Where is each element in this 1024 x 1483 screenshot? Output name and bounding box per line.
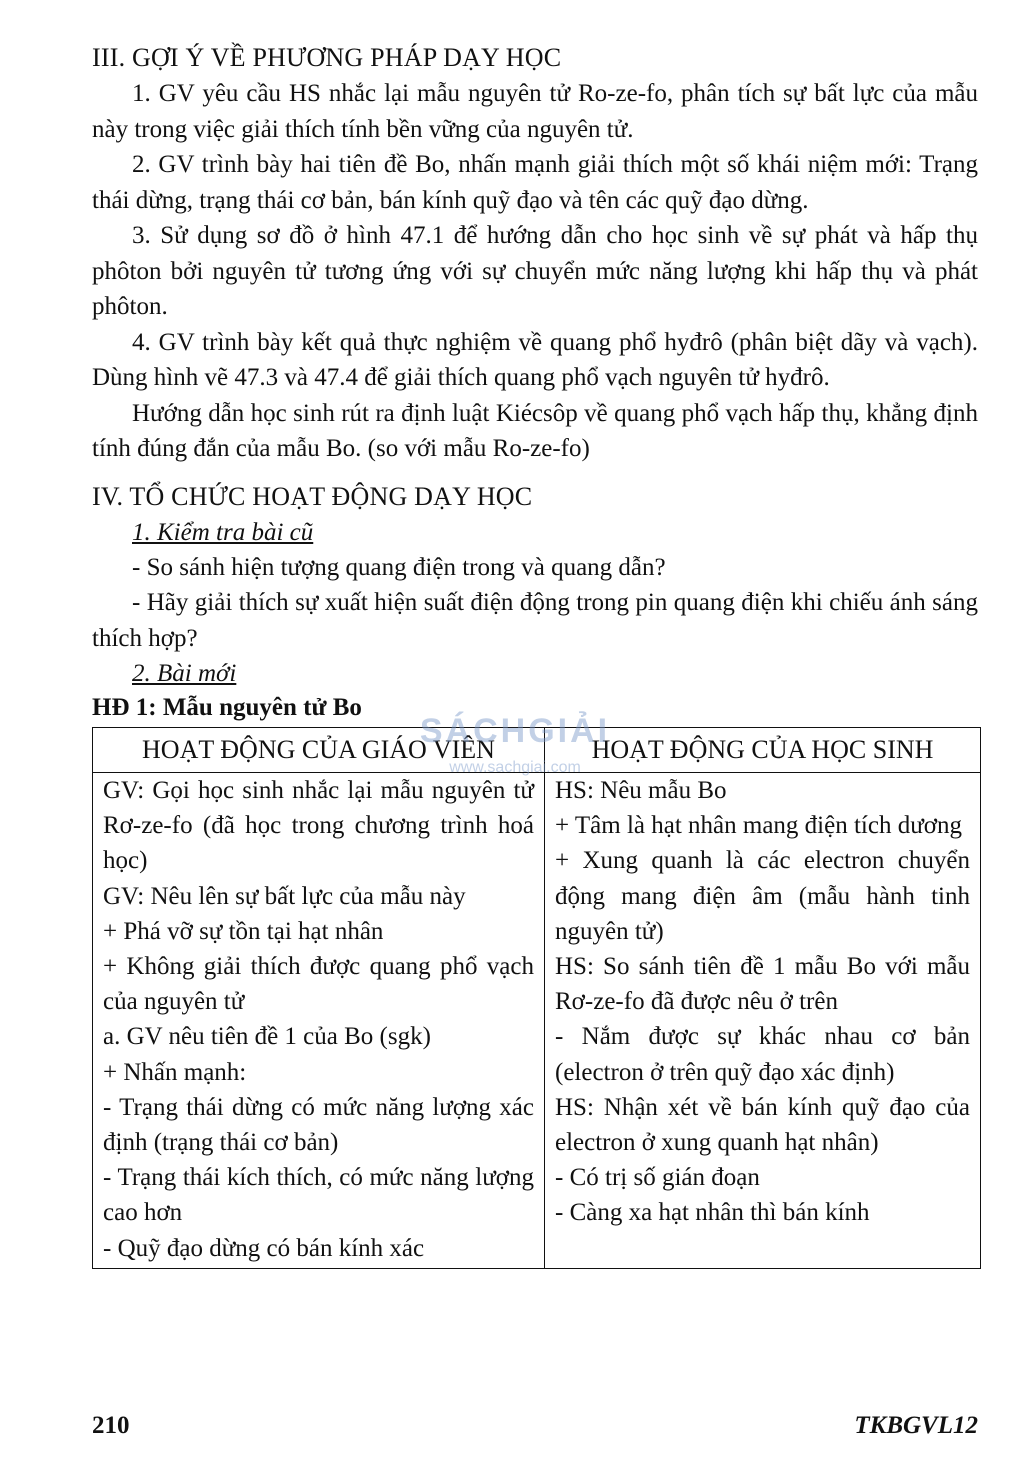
teacher-line: + Phá vỡ sự tồn tại hạt nhân <box>103 917 384 945</box>
subheading-new-lesson: 2. Bài mới <box>132 660 237 687</box>
activity-table <box>92 727 981 1269</box>
student-line: HS: Nhận xét về bán kính quỹ đạo của electron ở xung quanh hạt nhân) <box>555 1093 970 1157</box>
paragraph-4: 4. GV trình bày kết quả thực nghiệm về quang phổ hyđrô (phân biệt dãy và vạch). Dùng hình vẽ 47.3 và 47.4 để giải thích quang phổ vạch nguyên tử hyđrô. <box>92 328 978 391</box>
teacher-line: - Trạng thái dừng có mức năng lượng xác định (trạng thái cơ bản) <box>103 1093 534 1157</box>
table-header-row <box>93 728 981 773</box>
teacher-line: - Quỹ đạo dừng có bán kính xác <box>103 1234 425 1262</box>
teacher-line: + Nhấn mạnh: <box>103 1058 247 1086</box>
teacher-line: a. GV nêu tiên đề 1 của Bo (sgk) <box>103 1023 431 1051</box>
page-number: 210 <box>92 1412 130 1439</box>
review-question-1: - So sánh hiện tượng quang điện trong và quang dẫn? <box>132 553 666 581</box>
student-line: - Càng xa hạt nhân thì bán kính <box>555 1199 870 1227</box>
student-line: - Nắm được sự khác nhau cơ bản (electron ở trên quỹ đạo xác định) <box>555 1023 970 1086</box>
paragraph-1: 1. GV yêu cầu HS nhắc lại mẫu nguyên tử Ro-ze-fo, phân tích sự bất lực của mẫu này trong việc giải thích tính bền vững của nguyên tử. <box>92 80 978 143</box>
student-column-header: HOẠT ĐỘNG CỦA HỌC SINH <box>545 728 981 773</box>
teacher-line: GV: Gọi học sinh nhắc lại mẫu nguyên tử Rơ-ze-fo (đã học trong chương trình hoá học) <box>103 777 534 875</box>
paragraph-3: 3. Sử dụng sơ đồ ở hình 47.1 để hướng dẫn cho học sinh về sự phát và hấp thụ phôton bởi nguyên tử tương ứng với sự chuyển mức năng lượng khi hấp thụ và phát phôton. <box>92 222 978 320</box>
teacher-activities-cell <box>93 773 545 1269</box>
student-line: HS: Nêu mẫu Bo <box>555 777 727 804</box>
teacher-line: GV: Nêu lên sự bất lực của mẫu này <box>103 882 466 910</box>
watermark-logo: SÁCHGIẢI <box>419 712 611 750</box>
student-line: - Có trị số gián đoạn <box>555 1164 760 1192</box>
teacher-line: - Trạng thái kích thích, có mức năng lượng cao hơn <box>103 1164 534 1227</box>
student-line: + Xung quanh là các electron chuyển động mang điện âm (mẫu hành tinh nguyên tử) <box>555 847 970 945</box>
student-activities-cell <box>545 773 981 1269</box>
paragraph-2: 2. GV trình bày hai tiên đề Bo, nhấn mạnh giải thích một số khái niệm mới: Trạng thái dừng, trạng thái cơ bản, bán kính quỹ đạo và tên các quỹ đạo dừng. <box>92 151 978 214</box>
student-line: + Tâm là hạt nhân mang điện tích dương <box>555 812 962 840</box>
table-row <box>93 773 981 1269</box>
spacer <box>92 467 978 479</box>
activity-title: HĐ 1: Mẫu nguyên tử Bo <box>92 694 362 721</box>
section-4-heading: IV. TỔ CHỨC HOẠT ĐỘNG DẠY HỌC <box>92 481 533 511</box>
student-line: HS: So sánh tiên đề 1 mẫu Bo với mẫu Rơ-ze-fo đã được nêu ở trên <box>555 953 970 1016</box>
subheading-review: 1. Kiểm tra bài cũ <box>132 518 314 546</box>
paragraph-5: Hướng dẫn học sinh rút ra định luật Kiécsôp về quang phổ vạch hấp thụ, khẳng định tính đúng đắn của mẫu Bo. (so với mẫu Ro-ze-fo) <box>92 399 978 462</box>
book-code: TKBGVL12 <box>854 1412 978 1439</box>
teacher-line: + Không giải thích được quang phổ vạch của nguyên tử <box>103 953 534 1016</box>
review-question-2: - Hãy giải thích sự xuất hiện suất điện động trong pin quang điện khi chiếu ánh sáng thích hợp? <box>92 589 978 652</box>
watermark-url: www.sachgiai.com <box>449 759 581 776</box>
teacher-column-header: HOẠT ĐỘNG CỦA GIÁO VIÊN <box>93 728 545 773</box>
section-3-heading: III. GỢI Ý VỀ PHƯƠNG PHÁP DẠY HỌC <box>92 43 562 72</box>
page-content <box>92 40 978 1269</box>
